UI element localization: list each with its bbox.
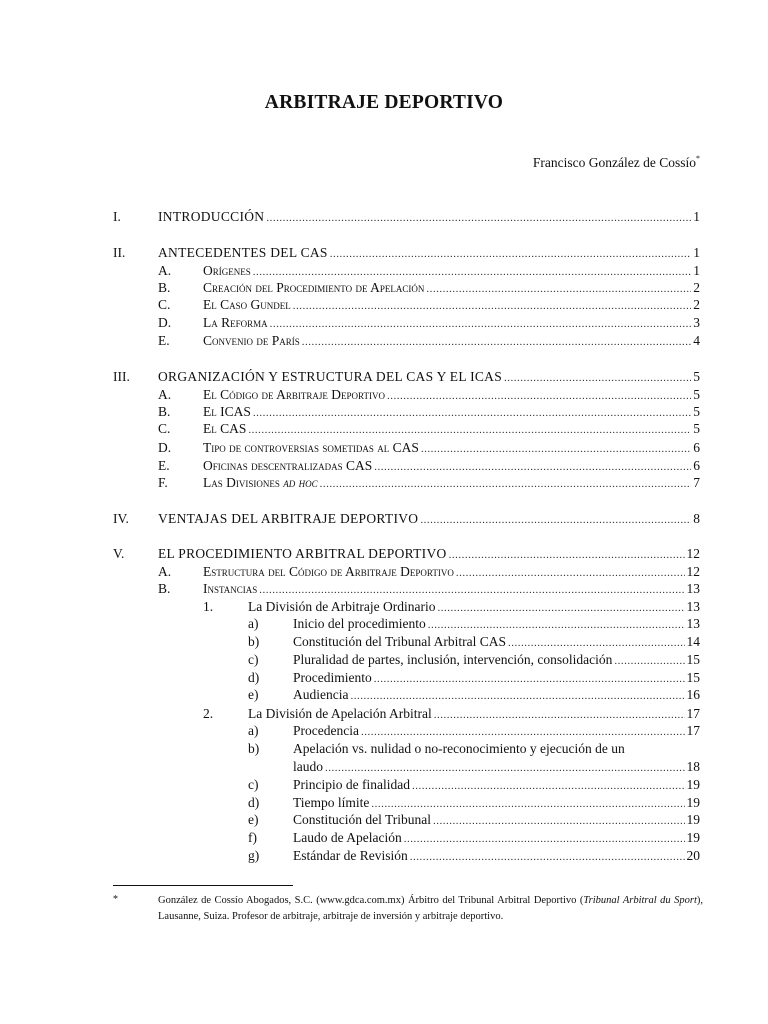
toc-entry-number: B.	[158, 404, 171, 419]
toc-entry-label: Creación del Procedimiento de Apelación	[203, 280, 425, 295]
toc-entry-page: 18	[686, 759, 700, 774]
footnote-text	[158, 893, 703, 925]
toc-entry-page: 2	[693, 297, 700, 312]
toc-entry-number: A.	[158, 263, 172, 278]
toc-entry-label: Audiencia	[293, 687, 349, 702]
toc-entry[interactable]	[293, 847, 700, 866]
toc-dot-leader	[266, 208, 691, 227]
toc-entry-page: 5	[693, 387, 700, 402]
toc-dot-leader	[420, 510, 691, 529]
toc-entry-label: La División de Apelación Arbitral	[248, 706, 432, 721]
toc-entry[interactable]	[203, 420, 700, 439]
toc-entry-label: Procedencia	[293, 723, 359, 738]
toc-entry-label: ORGANIZACIÓN Y ESTRUCTURA DEL CAS Y EL ICAS	[158, 369, 503, 384]
toc-entry-label: La División de Arbitraje Ordinario	[248, 599, 436, 614]
toc-dot-leader	[325, 758, 685, 777]
toc-entry-number: C.	[158, 297, 171, 312]
toc-entry-page: 1	[693, 245, 700, 260]
toc-dot-leader	[320, 474, 692, 493]
toc-entry-page: 14	[686, 634, 700, 649]
toc-entry-label: El Caso Gundel	[203, 297, 291, 312]
toc-dot-leader	[410, 847, 685, 866]
toc-entry-number: II.	[113, 245, 126, 260]
toc-entry-label: El Código de Arbitraje Deportivo	[203, 387, 385, 402]
toc-entry-page: 13	[686, 581, 700, 596]
toc-entry-page: 13	[686, 616, 700, 631]
toc-entry-number: V.	[113, 546, 125, 561]
toc-entry-label: Estándar de Revisión	[293, 848, 408, 863]
toc-entry-label: Oficinas descentralizadas CAS	[203, 458, 373, 473]
toc-dot-leader	[302, 332, 691, 351]
toc-dot-leader	[428, 615, 685, 634]
toc-entry[interactable]	[158, 510, 700, 529]
toc-entry-number: e)	[248, 812, 259, 827]
toc-entry-label: La Reforma	[203, 315, 268, 330]
toc-entry-page: 12	[686, 546, 700, 561]
toc-entry-number: d)	[248, 670, 260, 685]
footnote-text-italic: Tribunal Arbitral du Sport	[583, 895, 697, 906]
toc-entry-page: 13	[686, 599, 700, 614]
toc-entry-number: a)	[248, 723, 259, 738]
footnote-text-part2: ), Lausanne, Suiza. Profesor de arbitraje, arbitraje de inversión y arbitraje deportivo.	[158, 895, 703, 922]
author-name: Francisco González de Cossío	[532, 155, 696, 170]
toc-entry[interactable]	[203, 332, 700, 351]
toc-entry-number: a)	[248, 616, 259, 631]
toc-dot-leader	[504, 368, 691, 387]
toc-entry-number: D.	[158, 315, 172, 330]
author-footnote-mark: *	[696, 154, 700, 163]
toc-dot-leader	[508, 633, 684, 652]
toc-entry-page: 12	[686, 564, 700, 579]
toc-entry-page: 5	[693, 421, 700, 436]
toc-entry-number: A.	[158, 564, 172, 579]
toc-entry-number: IV.	[113, 511, 129, 526]
toc-entry-page: 19	[686, 795, 700, 810]
toc-entry[interactable]	[203, 314, 700, 333]
toc-entry-label: El CAS	[203, 421, 247, 436]
toc-dot-leader	[421, 439, 691, 458]
toc-entry-number: c)	[248, 777, 259, 792]
toc-entry-page: 19	[686, 830, 700, 845]
toc-entry-number: A.	[158, 387, 172, 402]
toc-entry-page: 6	[693, 440, 700, 455]
toc-entry[interactable]	[293, 811, 700, 830]
toc-entry-label[interactable]: Apelación vs. nulidad o no-reconocimiento y ejecución de un	[293, 741, 625, 756]
toc-entry[interactable]	[293, 829, 700, 848]
toc-entry[interactable]	[203, 580, 700, 599]
toc-entry[interactable]	[293, 722, 700, 741]
toc-dot-leader	[248, 420, 691, 439]
toc-entry-number: b)	[248, 741, 260, 756]
toc-dot-leader	[412, 776, 685, 795]
toc-entry-number: 2.	[203, 706, 214, 721]
toc-entry[interactable]	[158, 208, 700, 227]
toc-entry[interactable]	[293, 758, 700, 777]
toc-entry[interactable]	[203, 439, 700, 458]
toc-entry[interactable]	[293, 651, 700, 670]
toc-entry-label: Tipo de controversias sometidas al CAS	[203, 440, 419, 455]
toc-dot-leader	[293, 296, 692, 315]
toc-entry[interactable]	[203, 474, 700, 493]
toc-entry-page: 6	[693, 458, 700, 473]
toc-entry-label-italic: ad hoc	[283, 475, 318, 490]
toc-entry-number: f)	[248, 830, 257, 845]
toc-entry-page: 17	[686, 723, 700, 738]
toc-entry[interactable]	[293, 776, 700, 795]
toc-entry-page: 15	[686, 670, 700, 685]
toc-entry-number: g)	[248, 848, 260, 863]
toc-entry-page: 2	[693, 280, 700, 295]
toc-entry-page: 1	[693, 209, 700, 224]
toc-dot-leader	[350, 686, 684, 705]
toc-entry-page: 20	[686, 848, 700, 863]
toc-entry-page: 5	[693, 404, 700, 419]
toc-entry-number: B.	[158, 280, 171, 295]
toc-entry-label: Convenio de París	[203, 333, 300, 348]
toc-entry[interactable]	[293, 686, 700, 705]
toc-entry-label: Instancias	[203, 581, 258, 596]
toc-dot-leader	[404, 829, 685, 848]
toc-entry-label: Procedimiento	[293, 670, 372, 685]
toc-entry[interactable]	[158, 368, 700, 387]
toc-entry-number: E.	[158, 458, 170, 473]
toc-dot-leader	[449, 545, 685, 564]
footnote-mark: *	[113, 894, 118, 905]
toc-entry-page: 4	[693, 333, 700, 348]
document-title: ARBITRAJE DEPORTIVO	[264, 92, 504, 113]
toc-entry-number: d)	[248, 795, 260, 810]
toc-entry-page: 5	[693, 369, 700, 384]
toc-entry-page: 15	[686, 652, 700, 667]
toc-entry-page: 3	[693, 315, 700, 330]
toc-entry-label: Principio de finalidad	[293, 777, 410, 792]
toc-entry[interactable]	[293, 615, 700, 634]
toc-entry-page: 1	[693, 263, 700, 278]
toc-entry-page: 19	[686, 812, 700, 827]
toc-entry-page: 8	[693, 511, 700, 526]
toc-entry-page: 7	[693, 475, 700, 490]
toc-entry[interactable]	[158, 244, 700, 263]
toc-entry[interactable]	[158, 545, 700, 564]
toc-dot-leader	[259, 580, 684, 599]
toc-entry-number: b)	[248, 634, 260, 649]
toc-entry-number: C.	[158, 421, 171, 436]
toc-entry-label: Estructura del Código de Arbitraje Deportivo	[203, 564, 454, 579]
toc-entry-label: Tiempo límite	[293, 795, 370, 810]
footnote-text-part1: González de Cossío Abogados, S.C. (www.gdca.com.mx) Árbitro del Tribunal Arbitral Deportivo (	[158, 895, 584, 906]
toc-dot-leader	[330, 244, 692, 263]
toc-entry-label: ANTECEDENTES DEL CAS	[158, 245, 328, 260]
toc-entry-number: c)	[248, 652, 259, 667]
toc-entry-label: laudo	[293, 759, 323, 774]
toc-dot-leader	[433, 811, 684, 830]
toc-entry-label: VENTAJAS DEL ARBITRAJE DEPORTIVO	[158, 511, 419, 526]
toc-entry-page: 19	[686, 777, 700, 792]
toc-dot-leader	[614, 651, 684, 670]
toc-entry-label: INTRODUCCIÓN	[158, 209, 265, 224]
toc-entry-number: F.	[158, 475, 168, 490]
toc-entry-label: Las Divisiones	[203, 475, 280, 490]
toc-dot-leader	[270, 314, 692, 333]
toc-entry-label: Pluralidad de partes, inclusión, intervención, consolidación	[293, 652, 613, 667]
toc-entry-label: Inicio del procedimiento	[293, 616, 426, 631]
toc-entry-label: Constitución del Tribunal Arbitral CAS	[293, 634, 507, 649]
toc-entry-number: E.	[158, 333, 170, 348]
toc-dot-leader	[361, 722, 685, 741]
toc-entry-label: Laudo de Apelación	[293, 830, 402, 845]
toc-entry-number: B.	[158, 581, 171, 596]
toc-entry-label: EL PROCEDIMIENTO ARBITRAL DEPORTIVO	[158, 546, 447, 561]
toc-entry-label: Constitución del Tribunal	[293, 812, 432, 827]
footnote-rule	[113, 885, 293, 886]
toc-entry-number: D.	[158, 440, 172, 455]
toc-entry-number: I.	[113, 209, 121, 224]
toc-entry-label: Orígenes	[203, 263, 251, 278]
toc-entry-number: III.	[113, 369, 130, 384]
toc-entry-number: 1.	[203, 599, 214, 614]
toc-entry[interactable]	[203, 296, 700, 315]
toc-entry[interactable]	[293, 633, 700, 652]
toc-entry-number: e)	[248, 687, 259, 702]
toc-entry-label: El ICAS	[203, 404, 251, 419]
toc-entry-page: 16	[686, 687, 700, 702]
toc-entry-page: 17	[686, 706, 700, 721]
